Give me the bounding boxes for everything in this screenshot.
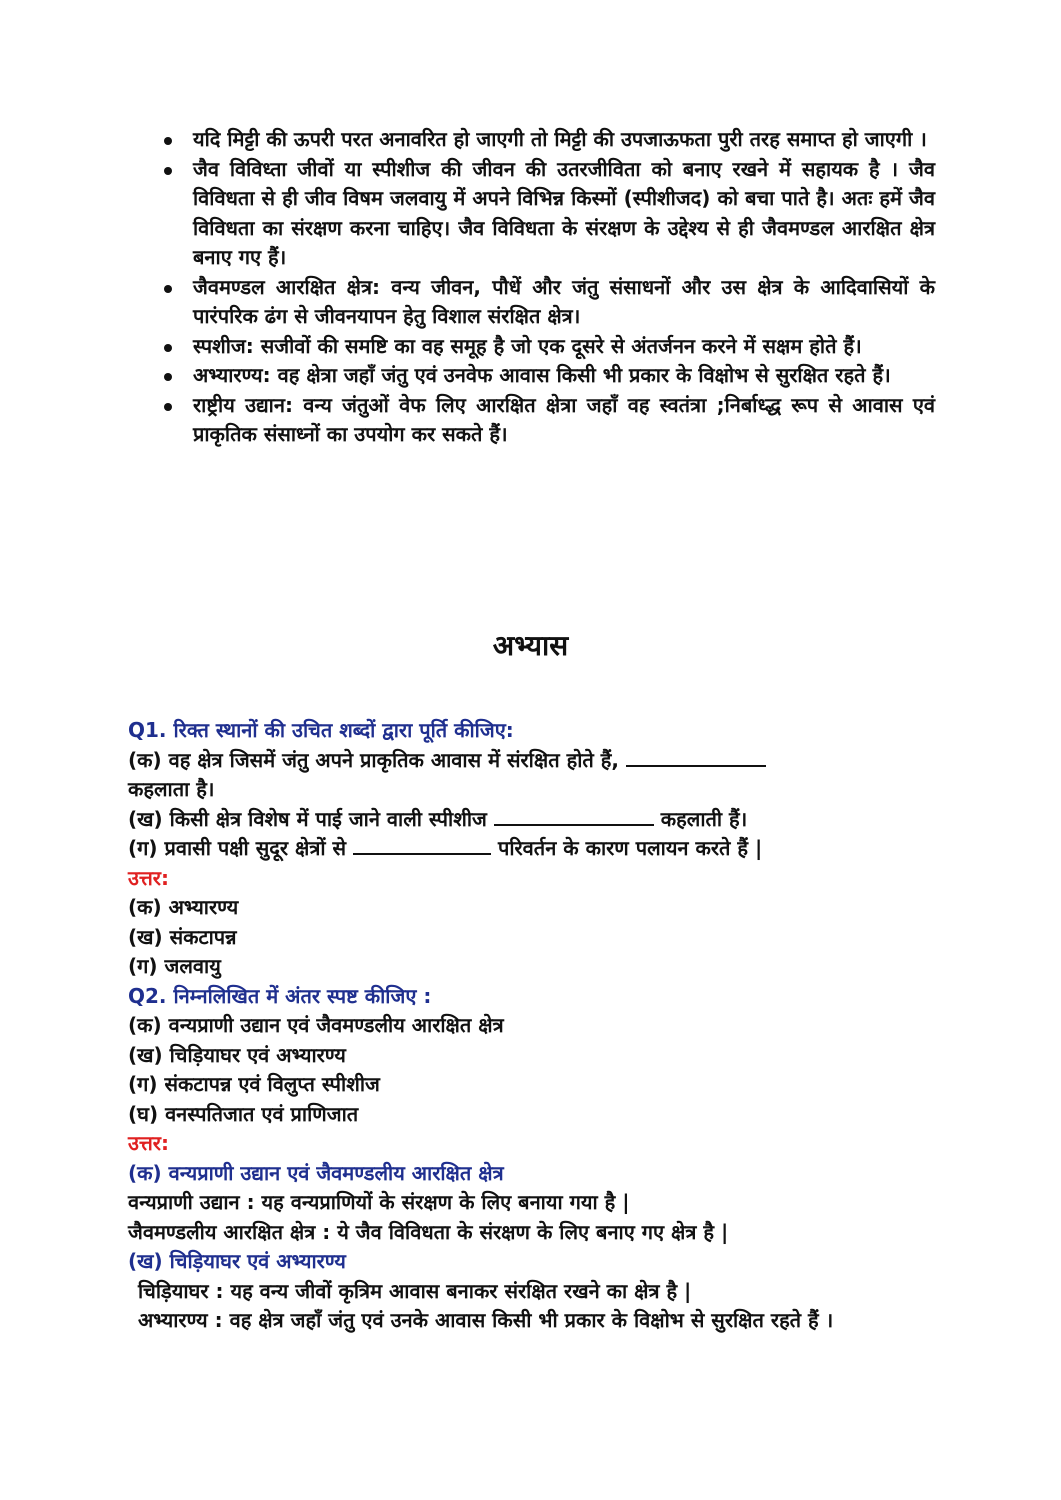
answer-text: चिड़ियाघर : यह वन्य जीवों कृत्रिम आवास बनाकर संरक्षित रखने का क्षेत्र है | <box>138 1278 692 1303</box>
question-1c: (ग) प्रवासी पक्षी सुदूर क्षेत्रों से परिवर्तन के कारण पलायन करते हैं | <box>128 836 763 860</box>
exercise-section <box>128 716 936 1336</box>
answer-item: (ख) संकटापन्न <box>128 924 237 949</box>
bullet-icon <box>164 167 172 175</box>
question-1a: (क) वह क्षेत्र जिसमें जंतु अपने प्राकृतिक आवास में संरक्षित होते हैं, <box>128 746 936 776</box>
bullet-icon <box>164 137 172 145</box>
question-2-item: (क) वन्यप्राणी उद्यान एवं जैवमण्डलीय आरक्षित क्षेत्र <box>128 1013 504 1037</box>
list-item: जैवमण्डल आरक्षित क्षेत्र: वन्य जीवन, पौधें और जंतु संसाधनों और उस क्षेत्र के आदिवासियों के पारंपरिक ढंग से जीवनयापन हेतु विशाल संरक्षित क्षेत्र। <box>160 273 935 332</box>
fill-blank <box>626 747 766 767</box>
question-1b: (ख) किसी क्षेत्र विशेष में पाई जाने वाली स्पीशीज कहलाती हैं। <box>128 806 748 831</box>
list-item: जैव विविध्ता जीवों या स्पीशीज की जीवन की उतरजीविता को बनाए रखने में सहायक है । जैव विविधता से ही जीव विषम जलवायु में अपने विभिन्न किस्मों (स्पीशीजद) को बचा पाते है। अतः हमें जैव विविधता का संरक्षण करना चाहिए। जैव विविधता के संरक्षण के उद्देश्य से ही जैवमण्डल आरक्षित क्षेत्र बनाए गए हैं। <box>160 155 935 273</box>
answer-text: अभ्यारण्य : वह क्षेत्र जहाँ जंतु एवं उनके आवास किसी भी प्रकार के विक्षोभ से सुरक्षित रहते हैं । <box>138 1308 834 1332</box>
answer-item: (क) अभ्यारण्य <box>128 895 239 919</box>
bullet-icon <box>164 344 172 352</box>
list-item: अभ्यारण्य: वह क्षेत्रा जहाँ जंतु एवं उनवेफ आवास किसी भी प्रकार के विक्षोभ से सुरक्षित रहते हैं। <box>160 361 935 391</box>
fill-blank <box>353 835 491 855</box>
bullet-icon <box>164 403 172 411</box>
question-2-item: (ख) चिड़ियाघर एवं अभ्यारण्य <box>128 1042 346 1067</box>
page-title: अभ्यास <box>492 629 569 662</box>
bullet-icon <box>164 285 172 293</box>
list-item: यदि मिट्टी की ऊपरी परत अनावरित हो जाएगी तो मिट्टी की उपजाऊफता पुरी तरह समाप्त हो जाएगी । <box>160 125 935 155</box>
list-item: स्पशीज: सजीवों की समष्टि का वह समूह है जो एक दूसरे से अंतर्जनन करने में सक्षम होते हैं। <box>160 332 935 362</box>
answer-text: जैवमण्डलीय आरक्षित क्षेत्र : ये जैव विविधता के संरक्षण के लिए बनाए गए क्षेत्र है | <box>128 1219 729 1244</box>
question-2-item: (ग) संकटापन्न एवं विलुप्त स्पीशीज <box>128 1072 380 1096</box>
answer-text: वन्यप्राणी उद्यान : यह वन्यप्राणियों के संरक्षण के लिए बनाया गया है | <box>128 1190 630 1214</box>
answer-label: उत्तर: <box>128 1131 169 1155</box>
bullet-list <box>160 125 935 450</box>
answer-subheading: (क) वन्यप्राणी उद्यान एवं जैवमण्डलीय आरक्षित क्षेत्र <box>128 1160 504 1185</box>
answer-subheading: (ख) चिड़ियाघर एवं अभ्यारण्य <box>128 1249 346 1273</box>
question-2-title: Q2. निम्नलिखित में अंतर स्पष्ट कीजिए : <box>128 983 432 1008</box>
answer-label: उत्तर: <box>128 865 169 890</box>
fill-blank <box>494 806 654 826</box>
list-item: राष्ट्रीय उद्यान: वन्य जंतुओं वेफ लिए आरक्षित क्षेत्रा जहाँ वह स्वतंत्रा ;निर्बाध्द्ध रूप से आवास एवं प्राकृतिक संसाध्नों का उपयोग कर सकते हैं। <box>160 391 935 450</box>
question-1a-continued: कहलाता है। <box>128 777 215 801</box>
bullet-icon <box>164 373 172 381</box>
question-1-title: Q1. रिक्त स्थानों की उचित शब्दों द्वारा पूर्ति कीजिए: <box>128 718 514 742</box>
answer-item: (ग) जलवायु <box>128 954 221 978</box>
question-2-item: (घ) वनस्पतिजात एवं प्राणिजात <box>128 1101 359 1126</box>
